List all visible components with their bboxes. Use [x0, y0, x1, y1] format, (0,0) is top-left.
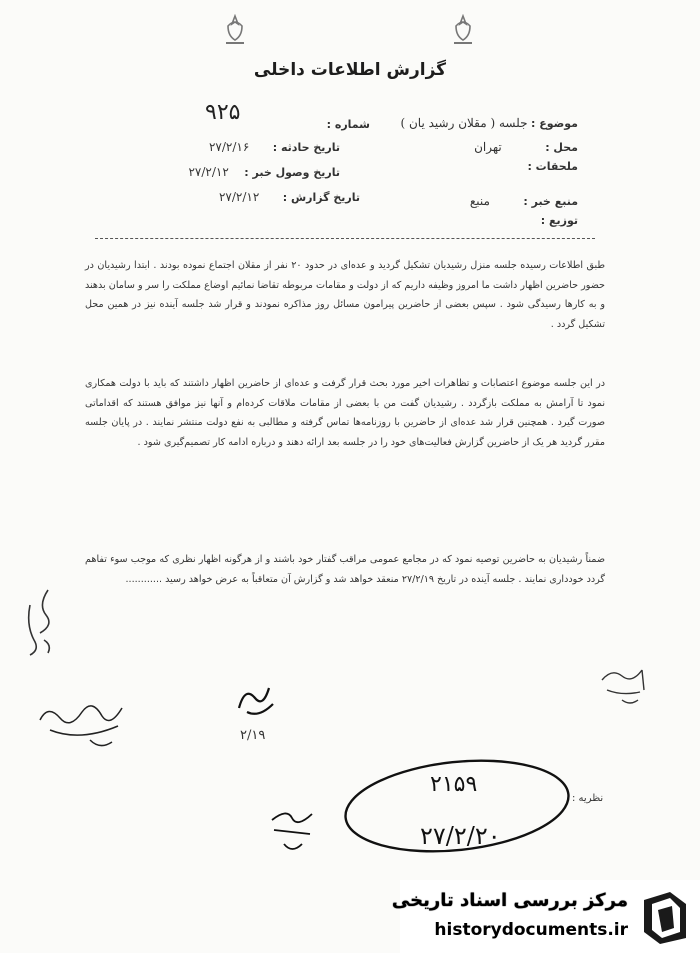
distribution-row	[541, 214, 578, 227]
distribution-label: توزیع :	[540, 214, 578, 227]
report-date-row	[219, 190, 360, 204]
document-title: گزارش اطلاعات داخلی	[253, 60, 447, 80]
archive-name: مرکز بررسی اسناد تاریخی	[391, 890, 628, 911]
source-label: منبع خبر :	[523, 195, 578, 208]
header-divider	[95, 238, 595, 239]
subject-label: موضوع :	[531, 117, 578, 130]
receipt-date-value: ۲۷/۲/۱۲	[188, 165, 229, 179]
appendix-row	[527, 160, 578, 173]
initial-bottom-icon	[262, 800, 322, 860]
paragraph-1: طبق اطلاعات رسیده جلسه منزل رشیدیان تشکیل گردید و عده‌ای در حدود ۲۰ نفر از مقلان اجتماع نموده بودند . ابتدا رشیدیان در حضور حاضرین اظهار داشت ما امروز وظیفه داریم که از دولت و مقامات مربوطه تقاضا نمائیم اوضاع مملکت را سر و سامان بدهند و به کارها رسیدگی شود . سپس بعضی از حاضرین پیرامون مسائل روز مذاکره نمودند و قرار شد جلسه آینده نیز در همین محل تشکیل گردد .	[85, 260, 605, 330]
emblem-icon	[448, 14, 478, 46]
place-label: محل :	[545, 141, 578, 154]
place-value: تهران	[474, 140, 502, 154]
archive-website[interactable]: historydocuments.ir	[434, 920, 628, 940]
stamp-date: ۲۷/۲/۲۰	[420, 822, 501, 850]
subject-row	[401, 116, 579, 130]
receipt-date-row	[188, 165, 340, 179]
number-label: شماره :	[326, 118, 370, 131]
registry-stamp	[335, 752, 580, 870]
receipt-date-label: تاریخ وصول خبر :	[244, 166, 340, 179]
source-value: منبع	[469, 194, 490, 208]
signature-left-icon	[30, 690, 130, 755]
event-date-row	[209, 140, 340, 154]
event-date-value: ۲۷/۲/۱۶	[208, 140, 250, 154]
note-label: نظریه :	[572, 793, 604, 804]
emblem-icon	[220, 14, 250, 46]
report-date-label: تاریخ گزارش :	[282, 191, 360, 204]
signature-right-icon	[592, 650, 652, 710]
appendix-label: ملحقات :	[527, 160, 578, 173]
source-row	[470, 194, 578, 208]
margin-handwriting-icon	[18, 585, 58, 660]
stamp-number: ۲۱۵۹	[430, 772, 478, 797]
paragraph-2: در این جلسه موضوع اعتصابات و تظاهرات اخیر مورد بحث قرار گرفت و عده‌ای از حاضرین اظهار داشتند که باید با دولت همکاری نمود تا آرامش به مملکت بازگردد . رشیدیان گفت من با بعضی از مقامات ملاقات کرده‌ام و آنها نیز موافق هستند که اقداماتی صورت گیرد . همچنین قرار شد عده‌ای از حاضرین با روزنامه‌ها تماس گرفته و مطالبی به نفع دولت منتشر نمایند . در پایان جلسه مقرر گردید هر یک از حاضرین گزارش فعالیت‌های خود را در جلسه بعد ارائه دهند و درباره ادامه کار تصمیم‌گیری شود .	[85, 378, 605, 448]
place-row	[474, 140, 578, 154]
report-date-value: ۲۷/۲/۱۲	[218, 190, 260, 204]
initial-date: ۲/۱۹	[240, 728, 266, 743]
paragraph-3: ضمناً رشیدیان به حاضرین توصیه نمود که در مجامع عمومی مراقب گفتار خود باشند و از هرگونه اظهار نظری که موجب سوء تفاهم گردد خودداری نمایند . جلسه آینده در تاریخ ۲۷/۲/۱۹ منعقد خواهد شد و گزارش آن متعاقباً به عرض خواهد رسید ............	[85, 554, 605, 585]
subject-value: جلسه ( مقلان رشید یان )	[400, 116, 528, 130]
archive-logo-icon	[636, 888, 694, 946]
archive-footer	[391, 880, 700, 953]
document-number: ۹۲۵	[205, 100, 241, 125]
number-row	[327, 118, 370, 131]
initial-middle-icon	[225, 678, 285, 723]
stamp-ellipse-icon	[335, 752, 580, 870]
event-date-label: تاریخ حادثه :	[272, 141, 340, 154]
